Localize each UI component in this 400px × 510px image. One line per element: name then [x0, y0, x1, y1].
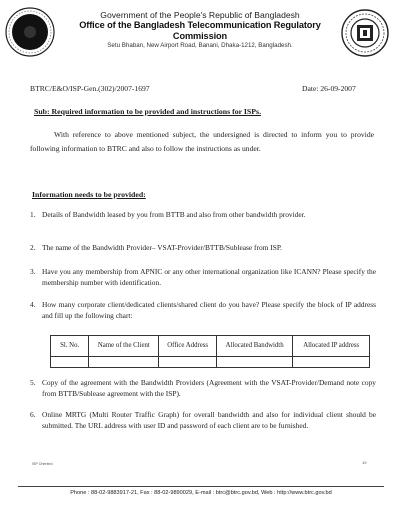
list-item	[30, 300, 376, 321]
page-number: 19	[362, 460, 367, 465]
list-item-text: Online MRTG (Multi Router Traffic Graph) for overall bandwidth and also for individual client should be submitted. The URL address with user ID and password of each client are to be furnished.	[42, 410, 376, 430]
list-item-text: The name of the Bandwidth Provider– VSAT-Provider/BTTB/Sublease from ISP.	[42, 243, 282, 252]
table-cell	[216, 357, 293, 368]
list-item-number: 6.	[30, 410, 36, 419]
table-header-office-address: Office Address	[159, 336, 216, 357]
table-cell	[159, 357, 216, 368]
intro-paragraph: With reference to above mentioned subject, the undersigned is directed to inform you to provide following information to BTRC and also to follow the instructions as under.	[30, 130, 374, 153]
list-item-number: 1.	[30, 210, 36, 219]
table-header-allocated-bandwidth: Allocated Bandwidth	[216, 336, 293, 357]
table-cell	[293, 357, 370, 368]
letterhead-government: Government of the People's Republic of Bangladesh	[100, 10, 300, 20]
subject-line: Sub: Required information to be provided and instructions for ISPs.	[34, 107, 262, 116]
list-item-text: Details of Bandwidth leased by you from BTTB and also from other bandwidth provider.	[42, 210, 306, 219]
list-item	[30, 378, 376, 399]
list-item	[30, 267, 376, 288]
btrc-logo-icon	[340, 8, 390, 58]
section-title: Information needs to be provided:	[32, 190, 146, 199]
table-header-row	[51, 336, 370, 357]
footnote-left: ISP Oriented	[32, 462, 53, 466]
list-item-text: Have you any membership from APNIC or any other international organization like ICANN? Please specify the membership number with identification.	[42, 267, 376, 287]
list-item-text: How many corporate client/dedicated clients/shared client do you have? Please specify the block of IP address and fill up the following chart:	[42, 300, 376, 320]
list-item	[30, 243, 376, 254]
letterhead-organization: Office of the Bangladesh Telecommunication Regulatory Commission	[79, 20, 321, 41]
government-seal-icon	[4, 6, 56, 58]
list-item-number: 2.	[30, 243, 36, 252]
list-item	[30, 410, 376, 431]
client-info-table	[50, 335, 370, 368]
table-cell	[51, 357, 89, 368]
list-item-number: 4.	[30, 300, 36, 309]
list-item	[30, 210, 376, 221]
table-cell	[89, 357, 159, 368]
letterhead	[60, 10, 340, 50]
table-header-allocated-ip: Allocated IP address	[293, 336, 370, 357]
letterhead-address: Setu Bhaban, New Airport Road, Banani, Dhaka-1212, Bangladesh.	[107, 42, 293, 49]
table-row	[51, 357, 370, 368]
footer-contact: Phone : 88-02-9883917-21, Fax : 88-02-9890029, E-mail : btrc@btrc.gov.bd, Web : http://www.btrc.gov.bd	[70, 490, 332, 496]
list-item-text: Copy of the agreement with the Bandwidth Providers (Agreement with the VSAT-Provider/Demand note copy from BTTB/Sublease agreement with the ISP).	[42, 378, 376, 398]
footer-divider	[18, 486, 384, 487]
table-header-client-name: Name of the Client	[89, 336, 159, 357]
reference-number: BTRC/E&O/ISP-Gen.(302)/2007-1697	[30, 84, 150, 93]
document-date: Date: 26-09-2007	[302, 84, 356, 93]
list-item-number: 3.	[30, 267, 36, 276]
table-header-sl-no: Sl. No.	[51, 336, 89, 357]
list-item-number: 5.	[30, 378, 36, 387]
